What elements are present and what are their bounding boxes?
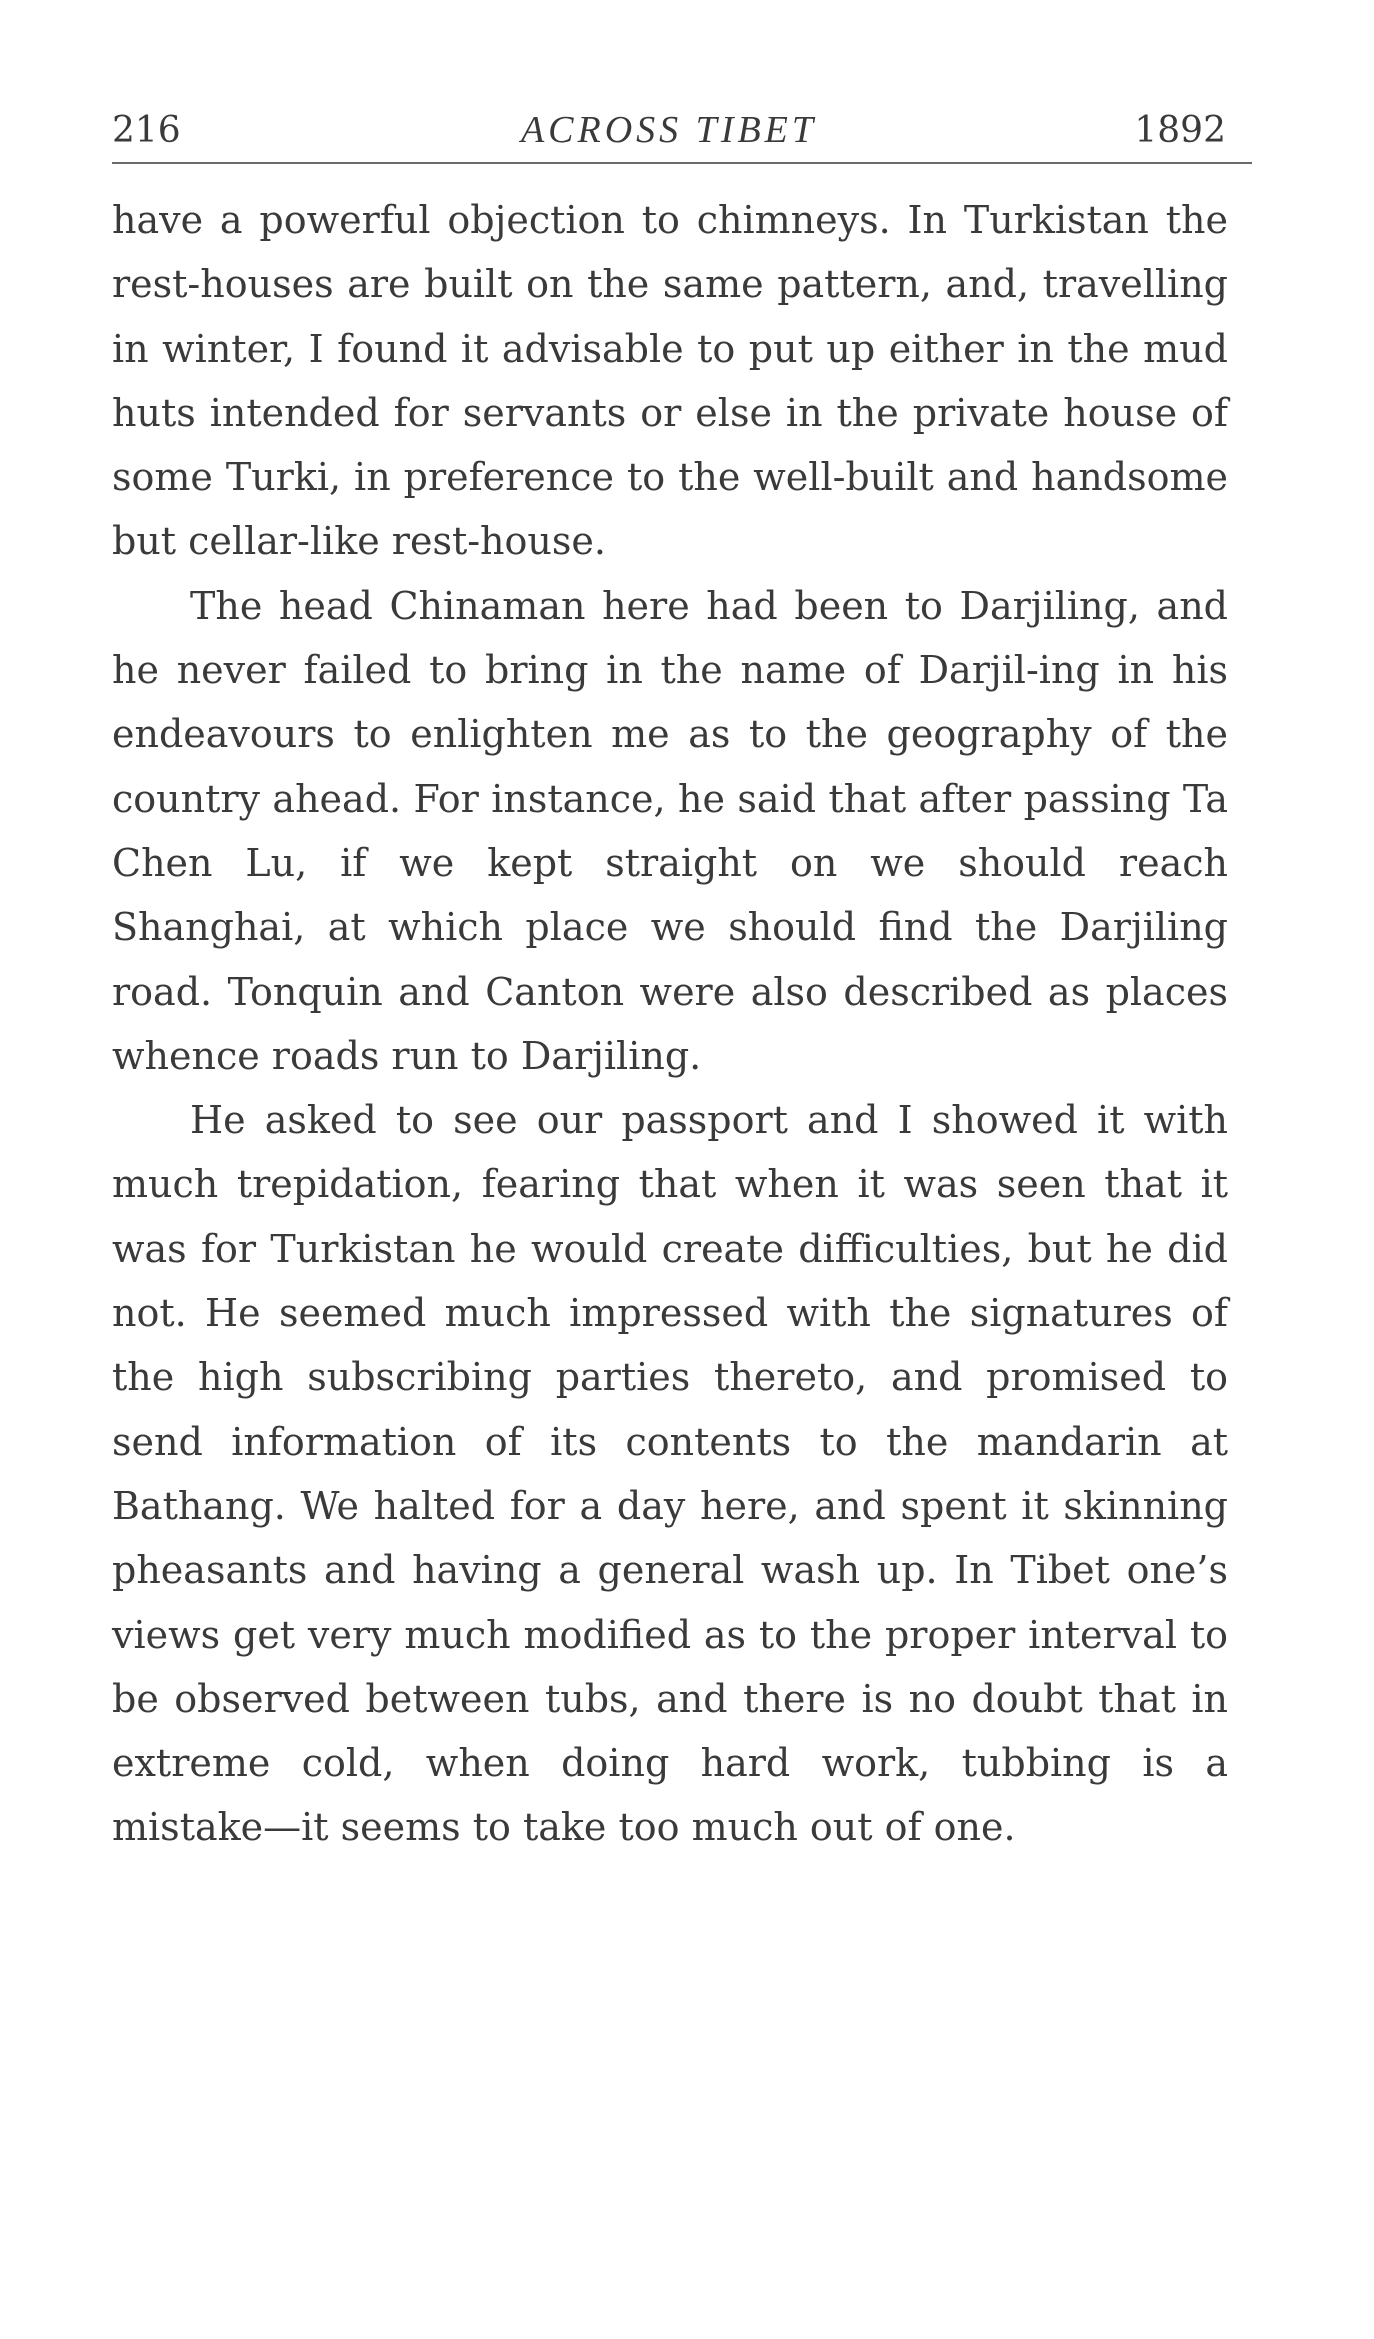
- paragraph-3: He asked to see our passport and I showed it with much trepidation, fearing that when it was seen that it was for Turkistan he would create difficulties, but he did not. He seemed much impressed with the signatures of the high subscribing parties thereto, and promised to send information of its contents to the mandarin at Bathang. We halted for a day here, and spent it skinning pheasants and having a general wash up. In Tibet one’s views get very much modified as to the proper interval to be observed between tubs, and there is no doubt that in extreme cold, when doing hard work, tubbing is a mistake—it seems to take too much out of one.: [112, 1098, 1228, 1850]
- page-number: 216: [112, 110, 181, 151]
- header-rule: [112, 162, 1252, 164]
- body-text: [112, 188, 1228, 1860]
- running-title: ACROSS TIBET: [520, 109, 818, 151]
- paragraph-2: The head Chinaman here had been to Darjiling, and he never failed to bring in the name of Darjil-ing in his endeavours to enlighten me as to the geography of the country ahead. For instance, he said that after passing Ta Chen Lu, if we kept straight on we should reach Shanghai, at which place we should find the Darjiling road. Tonquin and Canton were also described as places whence roads run to Darjiling.: [112, 583, 1228, 1078]
- paragraph-1: have a powerful objection to chimneys. In Turkistan the rest-houses are built on the same pattern, and, travelling in winter, I found it advisable to put up either in the mud huts intended for servants or else in the private house of some Turki, in preference to the well-built and handsome but cellar-like rest-house.: [112, 198, 1228, 564]
- year: 1892: [1134, 110, 1226, 151]
- page-header: [112, 100, 1226, 160]
